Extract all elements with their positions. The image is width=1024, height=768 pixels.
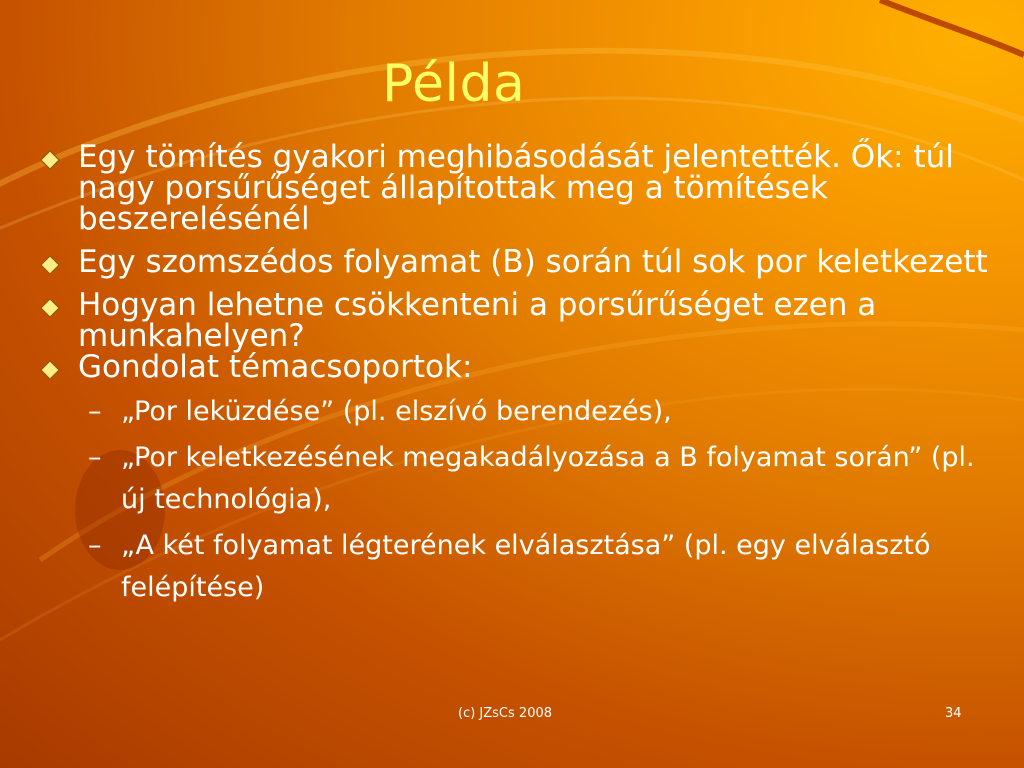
bullet-text: Gondolat témacsoportok: [78, 349, 473, 385]
diamond-bullet-icon [40, 150, 60, 170]
sub-bullet-item [40, 525, 1000, 609]
bullet-item [40, 349, 1000, 385]
bullet-item [40, 287, 1000, 354]
page-number: 34 [945, 706, 962, 721]
sub-bullet-item [40, 391, 1000, 433]
sub-bullet-text: „Por keletkezésének megakadályozása a B folyamat során” (pl. új technológia), [121, 442, 975, 515]
sub-bullet-text: „Por leküzdése” (pl. elszívó berendezés), [121, 396, 672, 427]
bullet-item [40, 139, 1000, 237]
diamond-bullet-icon [40, 298, 60, 318]
sub-bullet-text: „A két folyamat légterének elválasztása” (pl. egy elválasztó felépítése) [121, 530, 931, 603]
bullet-text: Hogyan lehetne csökkenteni a porsűrűséget ezen a munkahelyen? [78, 287, 877, 354]
diamond-bullet-icon [40, 255, 60, 275]
bullet-list [40, 140, 1000, 609]
slide-title: Példa [382, 54, 526, 114]
dash-marker: – [88, 530, 102, 561]
sub-bullet-item [40, 437, 1000, 521]
dash-marker: – [88, 442, 102, 473]
footer-copyright: (c) JZsCs 2008 [458, 706, 553, 721]
diamond-bullet-icon [40, 360, 60, 380]
dash-marker: – [88, 396, 102, 427]
bullet-item [40, 244, 1000, 280]
bullet-text: Egy szomszédos folyamat (B) során túl sok por keletkezett [78, 244, 988, 280]
bullet-text: Egy tömítés gyakori meghibásodását jelentették. Ők: túl nagy porsűrűséget állapítottak meg a tömítések beszerelésénél [78, 139, 954, 237]
